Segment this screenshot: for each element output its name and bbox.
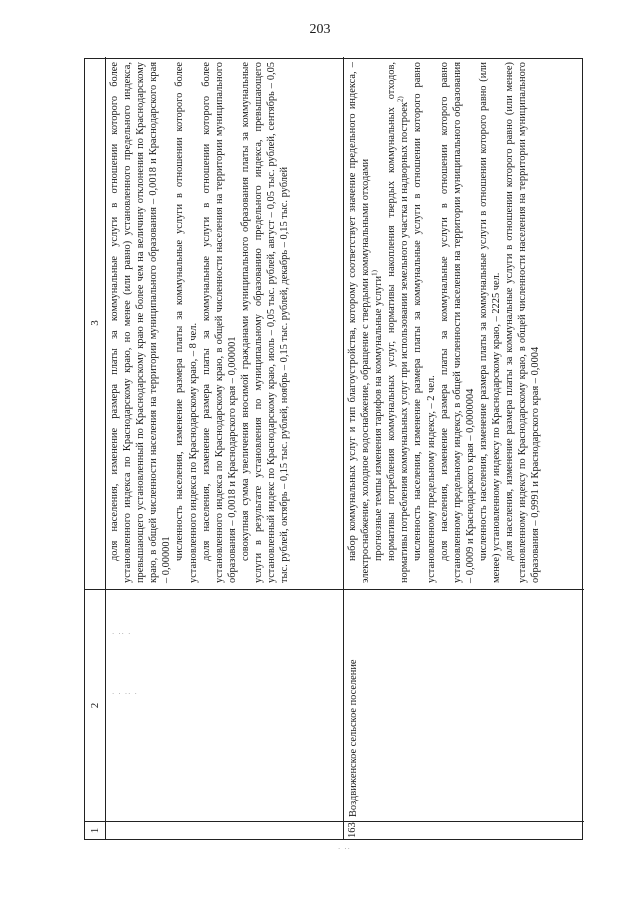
data-table	[84, 58, 583, 840]
paragraph: доля населения, изменение размера платы за коммунальные услуги в отношении которого равно установленному предельному индексу, в общей численности населения на территории муниципального образования – 0,0009 и Краснодарского края – 0,0000004	[438, 62, 476, 583]
footnote-marker: 2)	[396, 96, 405, 103]
paragraph: численность населения, изменение размера платы за коммунальные услуги в отношении которого более установленного индекса по Краснодарскому краю, – 8 чел.	[174, 62, 199, 583]
municipality-name-cell	[106, 589, 344, 821]
row-number-cell	[106, 821, 344, 839]
paragraph: доля населения, изменение размера платы за коммунальные услуги в отношении которого более установленного индекса по Краснодарскому краю, но менее (или равно) установленного предельного индекса, превышающего установленный по Краснодарскому краю не более чем на величину отклонения по Краснодарскому краю, в общей численности населения на территории муниципального образования – 0,0018 и Краснодарского края – 0,000001	[109, 62, 173, 583]
paragraph	[385, 62, 411, 583]
scan-artifact: · · ·· ·	[112, 690, 138, 698]
scan-artifact: · ·· ·	[112, 630, 132, 638]
paragraph: доля населения, изменение размера платы за коммунальные услуги в отношении которого равно (или менее) установленному индексу по Краснодарскому краю, в общей численности населения на территории муниципального образования – 0,9991 и Краснодарского края – 0,0004	[504, 62, 542, 583]
row-number-cell: 163	[344, 821, 584, 839]
header-col-3: 3	[85, 57, 106, 589]
rotated-table	[84, 58, 583, 840]
page-number: 203	[309, 22, 331, 37]
municipality-name-cell: Воздвиженское сельское поселение	[344, 589, 584, 821]
paragraph: доля населения, изменение размера платы за коммунальные услуги в отношении которого более установленного индекса по Краснодарскому краю, в общей численности населения на территории муниципального образования – 0,0018 и Краснодарского края – 0,000001	[200, 62, 238, 583]
paragraph	[372, 62, 385, 583]
paragraph: численность населения, изменение размера платы за коммунальные услуги в отношении которого равно установленному предельному индексу, – 2 чел.	[412, 62, 437, 583]
rotated-table-region	[84, 58, 583, 840]
paragraph: набор коммунальных услуг и тип благоустройства, которому соответствует значение предельного индекса, – электроснабжение, холодное водоснабжение, обращение с твердыми коммунальными отходами	[347, 62, 372, 583]
paragraph-text: прогнозные темпы изменения тарифов на коммунальные услуги	[373, 275, 385, 561]
header-col-1: 1	[85, 821, 106, 839]
footnote-marker: 1)	[370, 270, 379, 276]
paragraph: численность населения, изменение размера платы за коммунальные услуги в отношении которого равно (или менее) установленному индексу по Краснодарскому краю, – 2225 чел.	[477, 62, 503, 583]
header-col-2: 2	[85, 589, 106, 821]
paragraph: совокупная сумма увеличения вносимой гражданами муниципального образования платы за коммунальные услуги в результате установления по муниципальному образованию предельного индекса, превышающего установленный индекс по Краснодарскому краю, июль – 0,05 тыс. рублей, август – 0,05 тыс. рублей, сентябрь – 0,05 тыс. рублей, октябрь – 0,15 тыс. рублей, ноябрь – 0,15 тыс. рублей, декабрь – 0,15 тыс. рублей	[239, 62, 291, 583]
scan-artifact: · ··	[338, 845, 351, 853]
indicator-text-cell	[344, 57, 584, 589]
indicator-text-cell	[106, 57, 344, 589]
paragraph-text: нормативы потребления коммунальных услуг, нормативы накопления твердых коммунальных отходов, нормативы потребления коммунальных услуг при использовании земельного участка и надворных построек	[386, 62, 411, 583]
